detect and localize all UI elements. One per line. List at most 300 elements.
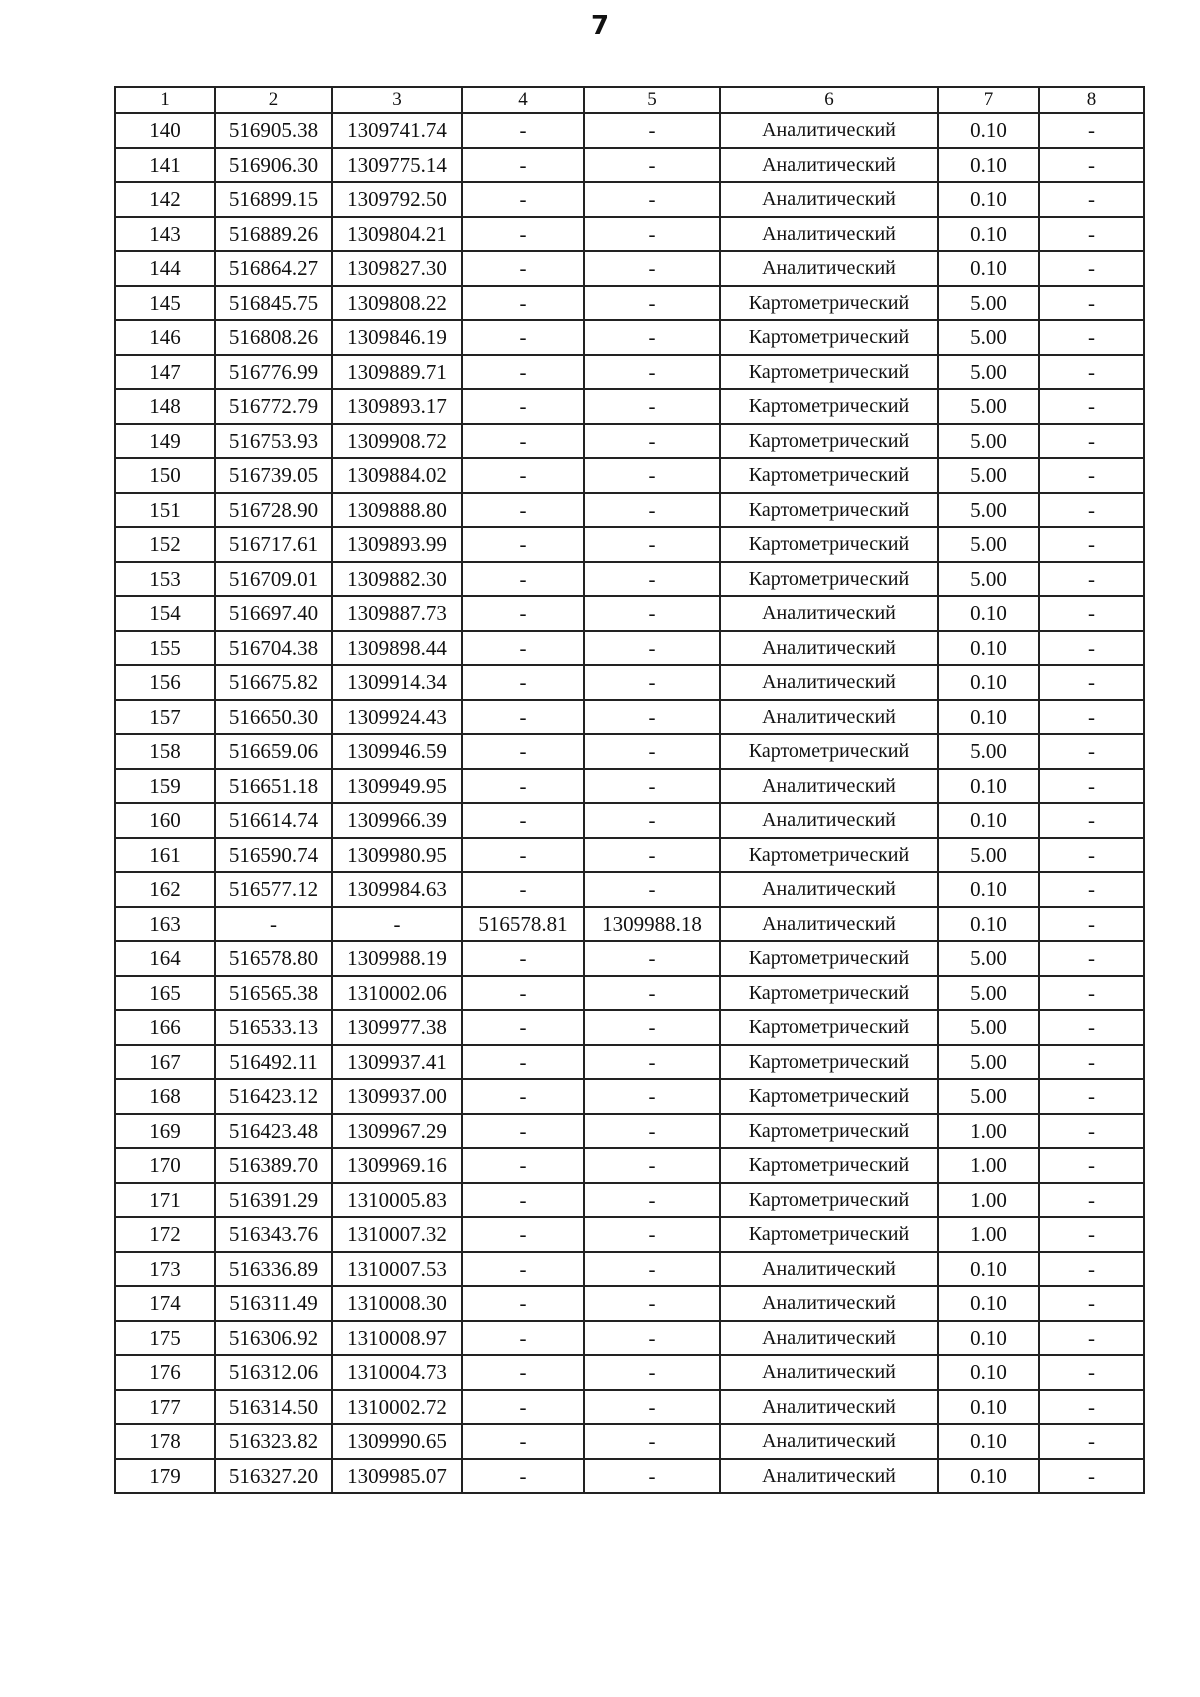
x-coordinate-cell: 516864.27: [215, 251, 332, 286]
column-header-1: 1: [115, 87, 215, 113]
x-prev-coordinate-cell: -: [462, 527, 584, 562]
accuracy-cell: 0.10: [938, 1321, 1039, 1356]
method-cell: Картометрический: [720, 1079, 938, 1114]
method-cell: Аналитический: [720, 251, 938, 286]
description-cell: -: [1039, 1321, 1144, 1356]
point-number-cell: 178: [115, 1424, 215, 1459]
column-header-5: 5: [584, 87, 720, 113]
x-coordinate-cell: 516717.61: [215, 527, 332, 562]
column-header-2: 2: [215, 87, 332, 113]
description-cell: -: [1039, 251, 1144, 286]
method-cell: Аналитический: [720, 182, 938, 217]
table-row: [115, 1217, 1144, 1252]
method-cell: Аналитический: [720, 1390, 938, 1425]
accuracy-cell: 0.10: [938, 1252, 1039, 1287]
description-cell: -: [1039, 1183, 1144, 1218]
y-prev-coordinate-cell: -: [584, 320, 720, 355]
column-header-3: 3: [332, 87, 462, 113]
x-prev-coordinate-cell: -: [462, 976, 584, 1011]
point-number-cell: 158: [115, 734, 215, 769]
description-cell: -: [1039, 217, 1144, 252]
description-cell: -: [1039, 1114, 1144, 1149]
y-prev-coordinate-cell: -: [584, 1424, 720, 1459]
point-number-cell: 169: [115, 1114, 215, 1149]
y-coordinate-cell: -: [332, 907, 462, 942]
point-number-cell: 161: [115, 838, 215, 873]
x-prev-coordinate-cell: -: [462, 734, 584, 769]
accuracy-cell: 1.00: [938, 1183, 1039, 1218]
y-coordinate-cell: 1310007.53: [332, 1252, 462, 1287]
accuracy-cell: 0.10: [938, 1424, 1039, 1459]
point-number-cell: 173: [115, 1252, 215, 1287]
x-coordinate-cell: 516906.30: [215, 148, 332, 183]
x-coordinate-cell: 516650.30: [215, 700, 332, 735]
method-cell: Картометрический: [720, 734, 938, 769]
description-cell: -: [1039, 1355, 1144, 1390]
description-cell: -: [1039, 424, 1144, 459]
table-row: [115, 424, 1144, 459]
description-cell: -: [1039, 941, 1144, 976]
x-prev-coordinate-cell: -: [462, 148, 584, 183]
y-coordinate-cell: 1309969.16: [332, 1148, 462, 1183]
x-coordinate-cell: 516675.82: [215, 665, 332, 700]
y-prev-coordinate-cell: -: [584, 769, 720, 804]
x-prev-coordinate-cell: -: [462, 113, 584, 148]
point-number-cell: 154: [115, 596, 215, 631]
point-number-cell: 172: [115, 1217, 215, 1252]
method-cell: Картометрический: [720, 1217, 938, 1252]
accuracy-cell: 1.00: [938, 1217, 1039, 1252]
x-prev-coordinate-cell: -: [462, 458, 584, 493]
method-cell: Аналитический: [720, 665, 938, 700]
y-coordinate-cell: 1309887.73: [332, 596, 462, 631]
x-coordinate-cell: 516709.01: [215, 562, 332, 597]
x-coordinate-cell: -: [215, 907, 332, 942]
table-row: [115, 148, 1144, 183]
x-prev-coordinate-cell: -: [462, 665, 584, 700]
x-coordinate-cell: 516327.20: [215, 1459, 332, 1494]
method-cell: Аналитический: [720, 631, 938, 666]
point-number-cell: 176: [115, 1355, 215, 1390]
y-coordinate-cell: 1309924.43: [332, 700, 462, 735]
method-cell: Картометрический: [720, 527, 938, 562]
y-coordinate-cell: 1309985.07: [332, 1459, 462, 1494]
description-cell: -: [1039, 665, 1144, 700]
y-prev-coordinate-cell: -: [584, 700, 720, 735]
x-coordinate-cell: 516343.76: [215, 1217, 332, 1252]
point-number-cell: 155: [115, 631, 215, 666]
table-row: [115, 217, 1144, 252]
y-coordinate-cell: 1309888.80: [332, 493, 462, 528]
point-number-cell: 143: [115, 217, 215, 252]
y-prev-coordinate-cell: -: [584, 527, 720, 562]
y-coordinate-cell: 1309984.63: [332, 872, 462, 907]
description-cell: -: [1039, 1217, 1144, 1252]
x-prev-coordinate-cell: -: [462, 941, 584, 976]
table-row: [115, 665, 1144, 700]
x-coordinate-cell: 516389.70: [215, 1148, 332, 1183]
table-row: [115, 1010, 1144, 1045]
description-cell: -: [1039, 182, 1144, 217]
x-coordinate-cell: 516808.26: [215, 320, 332, 355]
y-coordinate-cell: 1309882.30: [332, 562, 462, 597]
x-prev-coordinate-cell: -: [462, 1079, 584, 1114]
method-cell: Аналитический: [720, 700, 938, 735]
method-cell: Аналитический: [720, 1321, 938, 1356]
x-coordinate-cell: 516590.74: [215, 838, 332, 873]
y-prev-coordinate-cell: -: [584, 596, 720, 631]
y-coordinate-cell: 1309914.34: [332, 665, 462, 700]
method-cell: Аналитический: [720, 113, 938, 148]
point-number-cell: 168: [115, 1079, 215, 1114]
accuracy-cell: 1.00: [938, 1114, 1039, 1149]
accuracy-cell: 0.10: [938, 251, 1039, 286]
x-coordinate-cell: 516899.15: [215, 182, 332, 217]
point-number-cell: 174: [115, 1286, 215, 1321]
description-cell: -: [1039, 1390, 1144, 1425]
method-cell: Картометрический: [720, 1045, 938, 1080]
point-number-cell: 148: [115, 389, 215, 424]
description-cell: -: [1039, 113, 1144, 148]
table-row: [115, 976, 1144, 1011]
page-number: 7: [590, 11, 610, 41]
x-prev-coordinate-cell: -: [462, 286, 584, 321]
accuracy-cell: 0.10: [938, 803, 1039, 838]
y-coordinate-cell: 1309893.17: [332, 389, 462, 424]
description-cell: -: [1039, 1286, 1144, 1321]
x-coordinate-cell: 516423.12: [215, 1079, 332, 1114]
method-cell: Картометрический: [720, 976, 938, 1011]
point-number-cell: 162: [115, 872, 215, 907]
y-coordinate-cell: 1310007.32: [332, 1217, 462, 1252]
x-prev-coordinate-cell: -: [462, 700, 584, 735]
accuracy-cell: 5.00: [938, 286, 1039, 321]
y-prev-coordinate-cell: -: [584, 1010, 720, 1045]
point-number-cell: 146: [115, 320, 215, 355]
y-prev-coordinate-cell: -: [584, 562, 720, 597]
y-prev-coordinate-cell: -: [584, 631, 720, 666]
description-cell: -: [1039, 286, 1144, 321]
accuracy-cell: 0.10: [938, 872, 1039, 907]
method-cell: Аналитический: [720, 803, 938, 838]
accuracy-cell: 5.00: [938, 562, 1039, 597]
x-coordinate-cell: 516578.80: [215, 941, 332, 976]
description-cell: -: [1039, 1079, 1144, 1114]
point-number-cell: 156: [115, 665, 215, 700]
table-row: [115, 1183, 1144, 1218]
x-prev-coordinate-cell: -: [462, 803, 584, 838]
accuracy-cell: 5.00: [938, 1045, 1039, 1080]
point-number-cell: 165: [115, 976, 215, 1011]
accuracy-cell: 5.00: [938, 838, 1039, 873]
y-coordinate-cell: 1309741.74: [332, 113, 462, 148]
accuracy-cell: 5.00: [938, 976, 1039, 1011]
x-prev-coordinate-cell: -: [462, 251, 584, 286]
y-coordinate-cell: 1310008.97: [332, 1321, 462, 1356]
x-coordinate-cell: 516704.38: [215, 631, 332, 666]
column-header-6: 6: [720, 87, 938, 113]
description-cell: -: [1039, 1010, 1144, 1045]
method-cell: Картометрический: [720, 562, 938, 597]
accuracy-cell: 5.00: [938, 493, 1039, 528]
y-prev-coordinate-cell: -: [584, 1321, 720, 1356]
description-cell: -: [1039, 1424, 1144, 1459]
method-cell: Аналитический: [720, 596, 938, 631]
x-coordinate-cell: 516905.38: [215, 113, 332, 148]
accuracy-cell: 5.00: [938, 355, 1039, 390]
x-prev-coordinate-cell: -: [462, 1424, 584, 1459]
y-prev-coordinate-cell: -: [584, 251, 720, 286]
method-cell: Аналитический: [720, 1252, 938, 1287]
x-coordinate-cell: 516306.92: [215, 1321, 332, 1356]
accuracy-cell: 5.00: [938, 424, 1039, 459]
method-cell: Аналитический: [720, 1286, 938, 1321]
table-row: [115, 113, 1144, 148]
description-cell: -: [1039, 700, 1144, 735]
description-cell: -: [1039, 1148, 1144, 1183]
x-prev-coordinate-cell: -: [462, 1355, 584, 1390]
point-number-cell: 149: [115, 424, 215, 459]
method-cell: Картометрический: [720, 389, 938, 424]
y-coordinate-cell: 1309946.59: [332, 734, 462, 769]
point-number-cell: 159: [115, 769, 215, 804]
y-coordinate-cell: 1309846.19: [332, 320, 462, 355]
table-row: [115, 1148, 1144, 1183]
x-coordinate-cell: 516336.89: [215, 1252, 332, 1287]
point-number-cell: 163: [115, 907, 215, 942]
y-prev-coordinate-cell: -: [584, 148, 720, 183]
point-number-cell: 141: [115, 148, 215, 183]
accuracy-cell: 0.10: [938, 665, 1039, 700]
table-row: [115, 631, 1144, 666]
y-coordinate-cell: 1309980.95: [332, 838, 462, 873]
x-prev-coordinate-cell: -: [462, 1286, 584, 1321]
y-prev-coordinate-cell: -: [584, 1114, 720, 1149]
table-row: [115, 941, 1144, 976]
y-coordinate-cell: 1309949.95: [332, 769, 462, 804]
column-header-8: 8: [1039, 87, 1144, 113]
x-coordinate-cell: 516492.11: [215, 1045, 332, 1080]
x-coordinate-cell: 516614.74: [215, 803, 332, 838]
accuracy-cell: 5.00: [938, 1010, 1039, 1045]
table-row: [115, 1079, 1144, 1114]
table-row: [115, 1252, 1144, 1287]
x-prev-coordinate-cell: -: [462, 1010, 584, 1045]
accuracy-cell: 5.00: [938, 389, 1039, 424]
point-number-cell: 175: [115, 1321, 215, 1356]
column-header-7: 7: [938, 87, 1039, 113]
x-prev-coordinate-cell: -: [462, 1114, 584, 1149]
accuracy-cell: 0.10: [938, 1355, 1039, 1390]
y-prev-coordinate-cell: -: [584, 1286, 720, 1321]
method-cell: Аналитический: [720, 1355, 938, 1390]
y-prev-coordinate-cell: -: [584, 734, 720, 769]
description-cell: -: [1039, 148, 1144, 183]
x-coordinate-cell: 516312.06: [215, 1355, 332, 1390]
accuracy-cell: 0.10: [938, 700, 1039, 735]
y-coordinate-cell: 1309967.29: [332, 1114, 462, 1149]
y-prev-coordinate-cell: -: [584, 286, 720, 321]
table-row: [115, 1459, 1144, 1494]
y-prev-coordinate-cell: -: [584, 1459, 720, 1494]
point-number-cell: 142: [115, 182, 215, 217]
x-coordinate-cell: 516753.93: [215, 424, 332, 459]
description-cell: -: [1039, 527, 1144, 562]
description-cell: -: [1039, 803, 1144, 838]
table-row: [115, 1045, 1144, 1080]
x-prev-coordinate-cell: -: [462, 769, 584, 804]
x-prev-coordinate-cell: -: [462, 596, 584, 631]
x-coordinate-cell: 516423.48: [215, 1114, 332, 1149]
y-prev-coordinate-cell: -: [584, 1355, 720, 1390]
point-number-cell: 170: [115, 1148, 215, 1183]
table-row: [115, 596, 1144, 631]
description-cell: -: [1039, 458, 1144, 493]
description-cell: -: [1039, 872, 1144, 907]
y-coordinate-cell: 1309804.21: [332, 217, 462, 252]
description-cell: -: [1039, 976, 1144, 1011]
table-row: [115, 700, 1144, 735]
x-coordinate-cell: 516651.18: [215, 769, 332, 804]
y-prev-coordinate-cell: -: [584, 424, 720, 459]
y-coordinate-cell: 1309775.14: [332, 148, 462, 183]
table-row: [115, 907, 1144, 942]
accuracy-cell: 0.10: [938, 907, 1039, 942]
accuracy-cell: 0.10: [938, 182, 1039, 217]
point-number-cell: 144: [115, 251, 215, 286]
y-coordinate-cell: 1309792.50: [332, 182, 462, 217]
method-cell: Картометрический: [720, 355, 938, 390]
y-prev-coordinate-cell: 1309988.18: [584, 907, 720, 942]
x-prev-coordinate-cell: -: [462, 1045, 584, 1080]
table-row: [115, 562, 1144, 597]
x-coordinate-cell: 516772.79: [215, 389, 332, 424]
x-prev-coordinate-cell: -: [462, 1321, 584, 1356]
method-cell: Картометрический: [720, 286, 938, 321]
method-cell: Аналитический: [720, 217, 938, 252]
point-number-cell: 167: [115, 1045, 215, 1080]
point-number-cell: 177: [115, 1390, 215, 1425]
x-prev-coordinate-cell: -: [462, 1148, 584, 1183]
table-row: [115, 1355, 1144, 1390]
table-row: [115, 251, 1144, 286]
table-row: [115, 803, 1144, 838]
table-header-row: [115, 87, 1144, 113]
method-cell: Картометрический: [720, 1114, 938, 1149]
method-cell: Аналитический: [720, 1424, 938, 1459]
table-row: [115, 872, 1144, 907]
y-prev-coordinate-cell: -: [584, 1252, 720, 1287]
x-prev-coordinate-cell: -: [462, 1459, 584, 1494]
accuracy-cell: 1.00: [938, 1148, 1039, 1183]
y-prev-coordinate-cell: -: [584, 1217, 720, 1252]
description-cell: -: [1039, 562, 1144, 597]
y-prev-coordinate-cell: -: [584, 803, 720, 838]
y-prev-coordinate-cell: -: [584, 355, 720, 390]
y-coordinate-cell: 1309898.44: [332, 631, 462, 666]
point-number-cell: 147: [115, 355, 215, 390]
method-cell: Картометрический: [720, 941, 938, 976]
point-number-cell: 171: [115, 1183, 215, 1218]
method-cell: Аналитический: [720, 872, 938, 907]
accuracy-cell: 5.00: [938, 527, 1039, 562]
y-prev-coordinate-cell: -: [584, 217, 720, 252]
y-prev-coordinate-cell: -: [584, 389, 720, 424]
x-prev-coordinate-cell: -: [462, 631, 584, 666]
y-coordinate-cell: 1309827.30: [332, 251, 462, 286]
description-cell: -: [1039, 596, 1144, 631]
point-number-cell: 157: [115, 700, 215, 735]
method-cell: Картометрический: [720, 1183, 938, 1218]
y-prev-coordinate-cell: -: [584, 838, 720, 873]
accuracy-cell: 5.00: [938, 1079, 1039, 1114]
x-coordinate-cell: 516659.06: [215, 734, 332, 769]
description-cell: -: [1039, 320, 1144, 355]
accuracy-cell: 5.00: [938, 734, 1039, 769]
x-coordinate-cell: 516311.49: [215, 1286, 332, 1321]
table-row: [115, 286, 1144, 321]
accuracy-cell: 5.00: [938, 458, 1039, 493]
y-prev-coordinate-cell: -: [584, 976, 720, 1011]
y-coordinate-cell: 1309893.99: [332, 527, 462, 562]
y-prev-coordinate-cell: -: [584, 182, 720, 217]
accuracy-cell: 0.10: [938, 1390, 1039, 1425]
method-cell: Картометрический: [720, 1148, 938, 1183]
y-coordinate-cell: 1310008.30: [332, 1286, 462, 1321]
table-row: [115, 320, 1144, 355]
x-prev-coordinate-cell: -: [462, 1252, 584, 1287]
table-row: [115, 389, 1144, 424]
method-cell: Картометрический: [720, 320, 938, 355]
x-prev-coordinate-cell: -: [462, 320, 584, 355]
y-prev-coordinate-cell: -: [584, 1183, 720, 1218]
x-prev-coordinate-cell: -: [462, 838, 584, 873]
method-cell: Аналитический: [720, 148, 938, 183]
x-prev-coordinate-cell: -: [462, 355, 584, 390]
x-coordinate-cell: 516314.50: [215, 1390, 332, 1425]
y-prev-coordinate-cell: -: [584, 1148, 720, 1183]
point-number-cell: 153: [115, 562, 215, 597]
x-prev-coordinate-cell: -: [462, 389, 584, 424]
x-coordinate-cell: 516565.38: [215, 976, 332, 1011]
table-row: [115, 734, 1144, 769]
y-prev-coordinate-cell: -: [584, 1079, 720, 1114]
table-row: [115, 1424, 1144, 1459]
method-cell: Картометрический: [720, 838, 938, 873]
table-row: [115, 1321, 1144, 1356]
y-coordinate-cell: 1309808.22: [332, 286, 462, 321]
y-prev-coordinate-cell: -: [584, 872, 720, 907]
y-prev-coordinate-cell: -: [584, 458, 720, 493]
table-row: [115, 1286, 1144, 1321]
description-cell: -: [1039, 1459, 1144, 1494]
x-coordinate-cell: 516323.82: [215, 1424, 332, 1459]
description-cell: -: [1039, 389, 1144, 424]
x-prev-coordinate-cell: -: [462, 562, 584, 597]
x-prev-coordinate-cell: -: [462, 182, 584, 217]
description-cell: -: [1039, 907, 1144, 942]
y-coordinate-cell: 1309988.19: [332, 941, 462, 976]
accuracy-cell: 5.00: [938, 941, 1039, 976]
x-prev-coordinate-cell: -: [462, 217, 584, 252]
y-prev-coordinate-cell: -: [584, 113, 720, 148]
y-coordinate-cell: 1310004.73: [332, 1355, 462, 1390]
y-coordinate-cell: 1309966.39: [332, 803, 462, 838]
method-cell: Картометрический: [720, 458, 938, 493]
y-prev-coordinate-cell: -: [584, 665, 720, 700]
table-row: [115, 1390, 1144, 1425]
x-coordinate-cell: 516845.75: [215, 286, 332, 321]
